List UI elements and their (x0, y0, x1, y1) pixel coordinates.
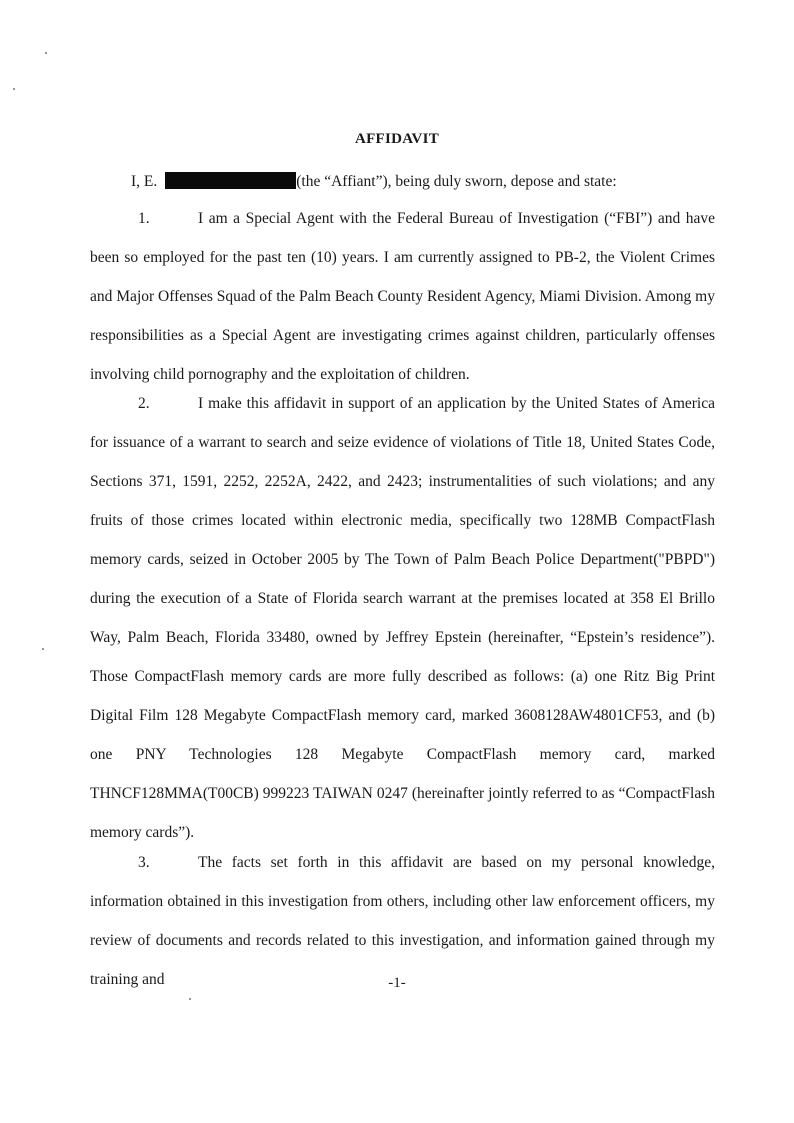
intro-suffix: (the “Affiant”), being duly sworn, depose and state: (296, 173, 617, 190)
document-title: AFFIDAVIT (354, 131, 440, 147)
scan-speck (45, 52, 47, 54)
paragraph-number: 1. (138, 210, 150, 227)
paragraph-text: I make this affidavit in support of an application by the United States of America for issuance of a warrant to search and seize evidence of violations of Title 18, United States Code, Sections 371, 1591, 2252, 2252A, 2422, and 2423; instrumentalities of such violations; and any fruits of those crimes located within electronic media, specifically two 128MB CompactFlash memory cards, seized in October 2005 by The Town of Palm Beach Police Department("PBPD") during the execution of a State of Florida search warrant at the premises located at 358 El Brillo Way, Palm Beach, Florida 33480, owned by Jeffrey Epstein (hereinafter, “Epstein’s residence”). Those CompactFlash memory cards are more fully described as follows: (a) one Ritz Big Print Digital Film 128 Megabyte CompactFlash memory card, marked 3608128AW4801CF53, and (b) one PNY Technologies 128 Megabyte CompactFlash memory card, marked THNCF128MMA(T00CB) 999223 TAIWAN 0247 (hereinafter jointly referred to as “CompactFlash memory cards”). (90, 395, 715, 841)
scan-speck (42, 648, 44, 650)
paragraph-text: I am a Special Agent with the Federal Bureau of Investigation (“FBI”) and have been so employed for the past ten (10) years. I am currently assigned to PB-2, the Violent Crimes and Major Offenses Squad of the Palm Beach County Resident Agency, Miami Division. Among my responsibilities as a Special Agent are investigating crimes against children, particularly offenses involving child pornography and the exploitation of children. (90, 210, 715, 383)
paragraph-number: 2. (138, 395, 150, 412)
paragraph-text: The facts set forth in this affidavit are based on my personal knowledge, information obtained in this investigation from others, including other law enforcement officers, my review of documents and records related to this investigation, and information gained through my training and (90, 854, 715, 988)
intro-line (131, 172, 617, 191)
intro-prefix: I, E. (131, 173, 158, 190)
paragraph-2 (90, 384, 715, 852)
redaction-block (165, 172, 296, 189)
scan-speck (13, 88, 15, 90)
page-number: -1- (388, 975, 406, 991)
paragraph-1 (90, 199, 715, 394)
paragraph-number: 3. (138, 854, 150, 871)
